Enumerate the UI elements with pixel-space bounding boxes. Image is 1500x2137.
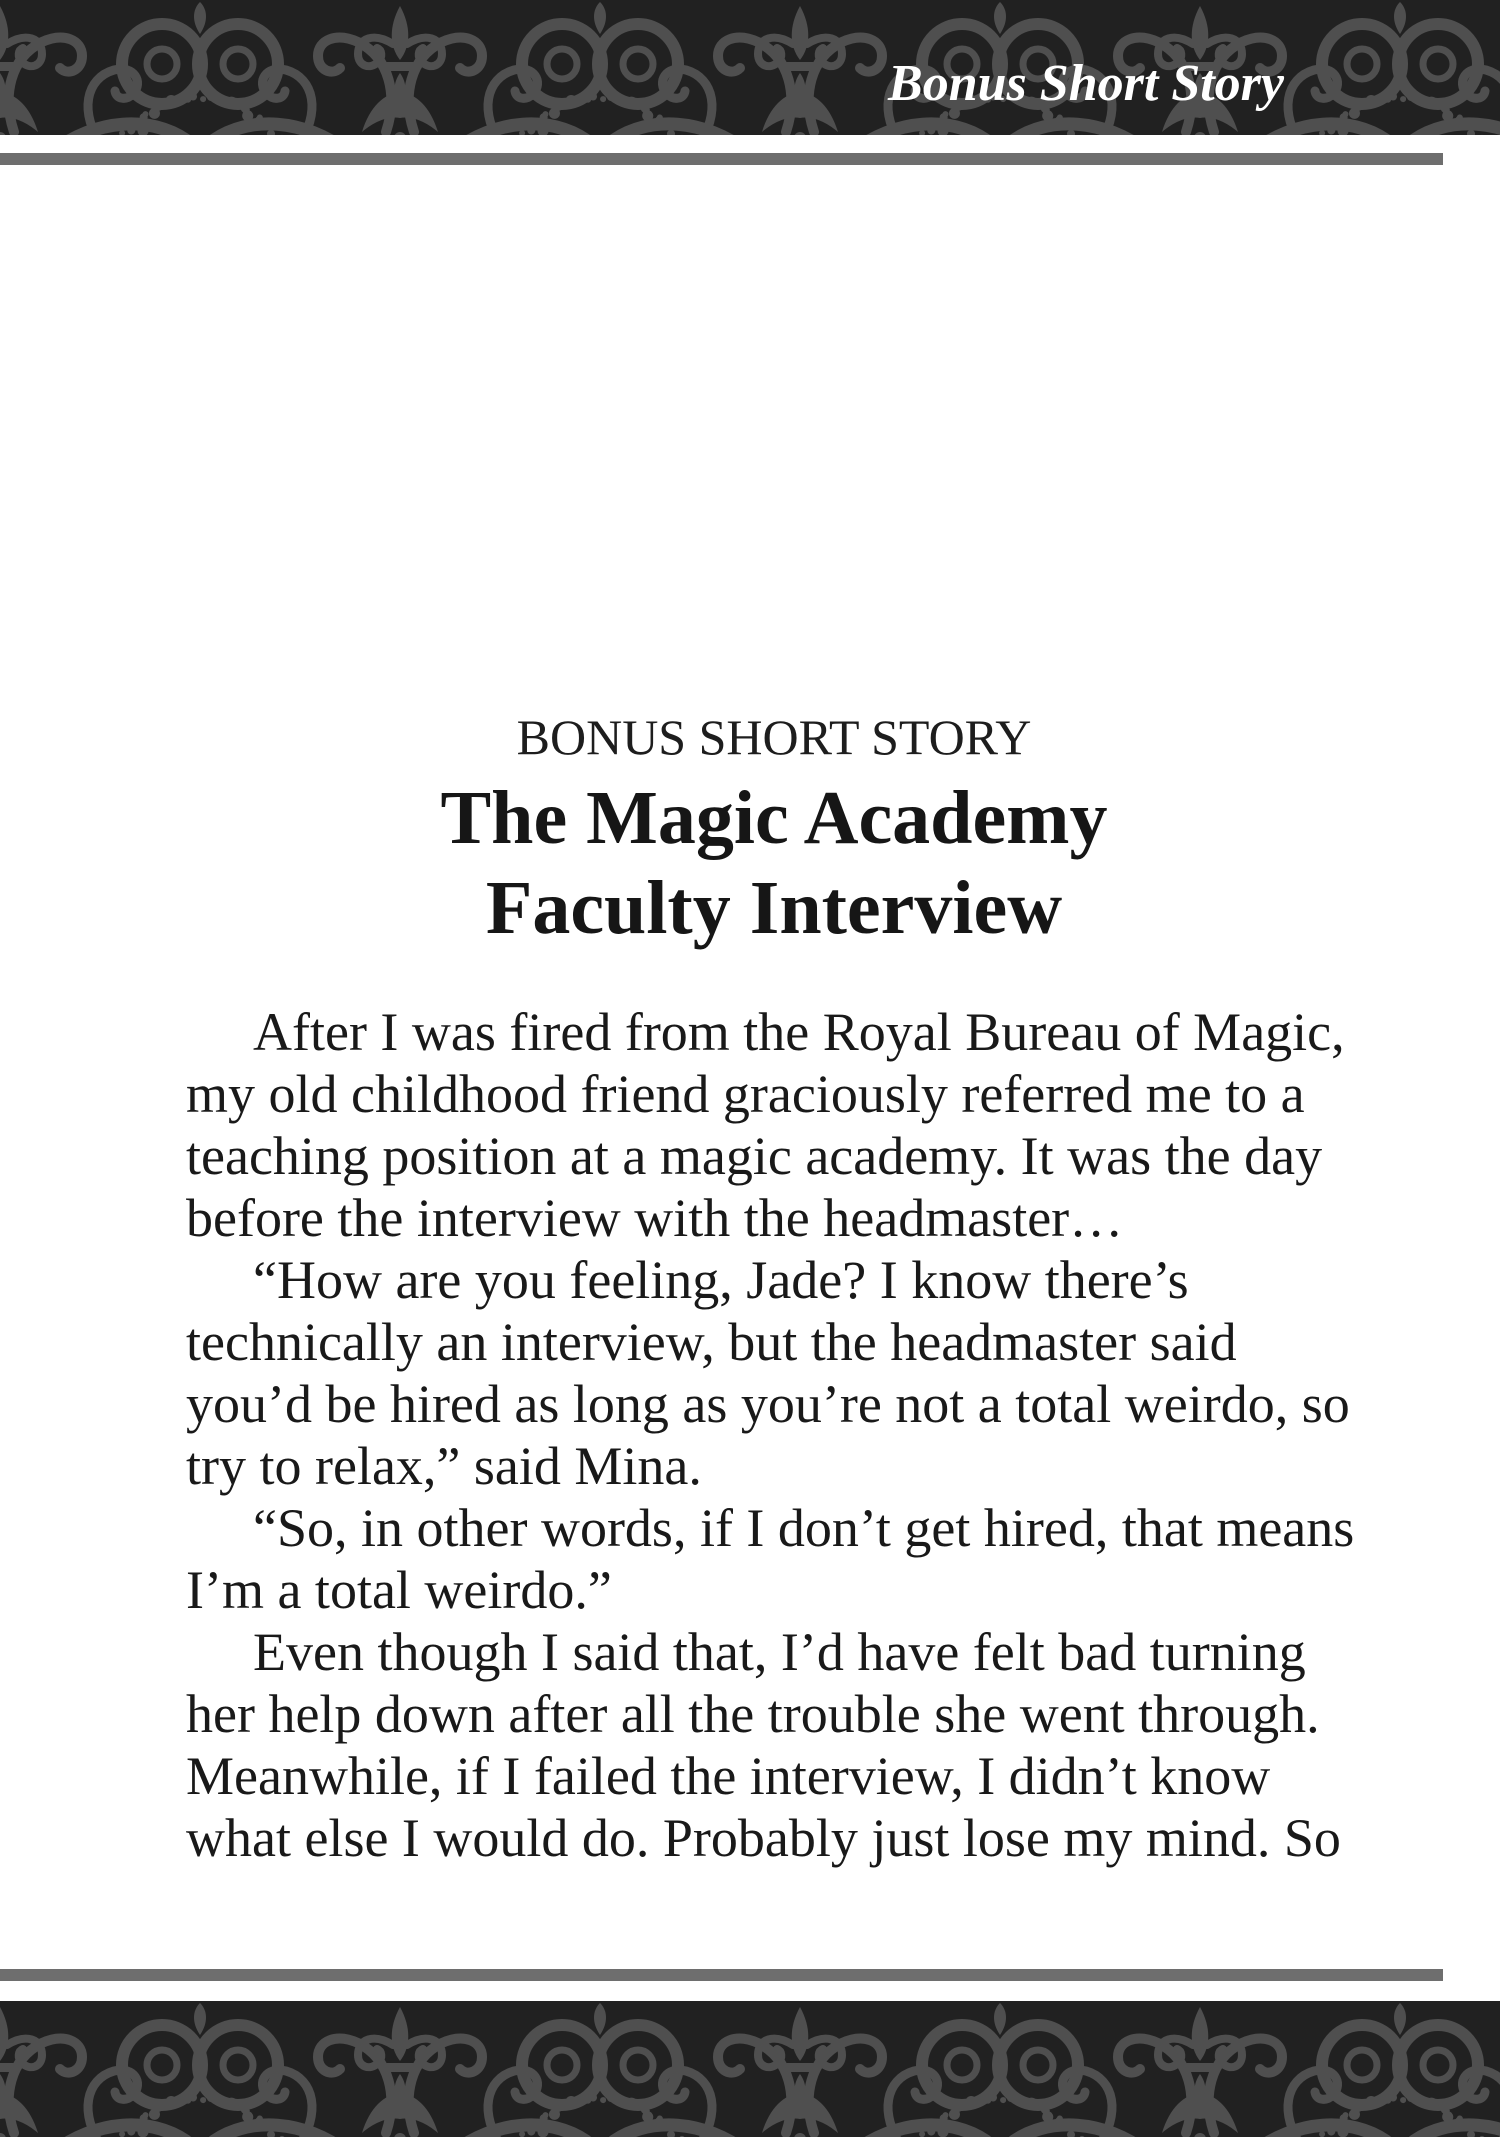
footer-ornament-band [0,2001,1500,2137]
story-kicker: BONUS SHORT STORY [516,709,1032,765]
story-paragraph: “So, in other words, if I don’t get hired, that means I’m a total weirdo.” [186,1498,1355,1620]
story-paragraph: After I was fired from the Royal Bureau of Magic, my old childhood friend graciously referred me to a teaching position at a magic academy. It was the day before the interview with the headmaster… [186,1002,1345,1248]
story-body [186,1001,1362,1869]
damask-pattern-icon [0,2001,1500,2137]
story-title [186,773,1362,953]
story-paragraph: “How are you feeling, Jade? I know there’s technically an interview, but the headmaster said you’d be hired as long as you’re not a total weirdo, so try to relax,” said Mina. [186,1250,1350,1496]
story-title-line2: Faculty Interview [485,866,1063,950]
footer-rule [0,1969,1443,1981]
story-paragraph: Even though I said that, I’d have felt bad turning her help down after all the trouble she went through. Meanwhile, if I failed the interview, I didn’t know what else I would do. Probably just lose my mind. So [186,1622,1341,1868]
page-content [186,0,1362,2137]
running-header-title: Bonus Short Story [888,55,1284,112]
story-title-line1: The Magic Academy [440,776,1108,860]
